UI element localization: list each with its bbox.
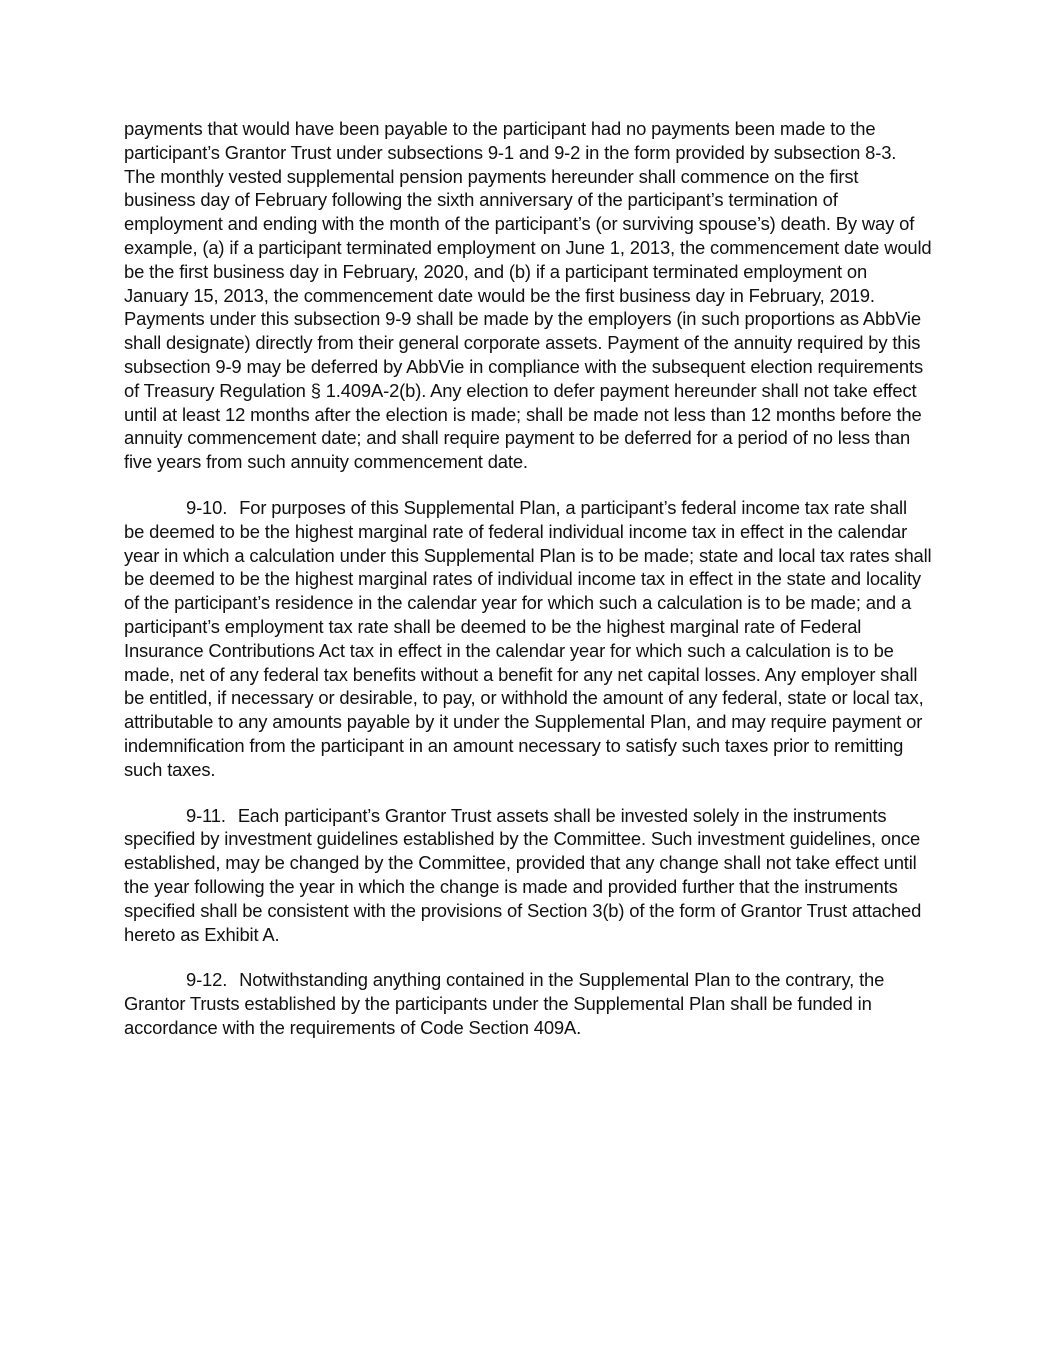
section-number: 9-11. [186,804,226,826]
section-number: 9-10. [186,496,228,518]
section-text: Each participant’s Grantor Trust assets shall be invested solely in the instruments specified by investment guidelines established by the Committee. Such investment guidelines, once established, may be changed by the Committee, provided that any change shall not take effect until the year following the year in which the change is made and provided further that the instruments specified shall be consistent with the provisions of Section 3(b) of the form of Grantor Trust attached hereto as Exhibit A. [124,804,922,945]
section-9-11-paragraph [124,804,932,947]
continuation-paragraph: payments that would have been payable to the participant had no payments been made to the participant’s Grantor Trust under subsections 9-1 and 9-2 in the form provided by subsection 8-3. The monthly vested supplemental pension payments hereunder shall commence on the first business day of February following the sixth anniversary of the participant’s termination of employment and ending with the month of the participant’s (or surviving spouse’s) death. By way of example, (a) if a participant terminated employment on June 1, 2013, the commencement date would be the first business day in February, 2020, and (b) if a participant terminated employment on January 15, 2013, the commencement date would be the first business day in February, 2019. Payments under this subsection 9-9 shall be made by the employers (in such proportions as AbbVie shall designate) directly from their general corporate assets. Payment of the annuity required by this subsection 9-9 may be deferred by AbbVie in compliance with the subsequent election requirements of Treasury Regulation § 1.409A-2(b). Any election to defer payment hereunder shall not take effect until at least 12 months after the election is made; shall be made not less than 12 months before the annuity commencement date; and shall require payment to be deferred for a period of no less than five years from such annuity commencement date. [124,118,932,473]
section-9-10-paragraph [124,496,932,782]
section-text: Notwithstanding anything contained in the Supplemental Plan to the contrary, the Grantor Trusts established by the participants under the Supplemental Plan shall be funded in accordance with the requirements of Code Section 409A. [124,969,885,1038]
section-9-12-paragraph [124,968,932,1039]
document-page [124,117,932,1062]
section-number: 9-12. [186,969,228,991]
section-text: For purposes of this Supplemental Plan, a participant’s federal income tax rate shall be deemed to be the highest marginal rate of federal individual income tax in effect in the calendar year in which a calculation under this Supplemental Plan is to be made; state and local tax rates shall be deemed to be the highest marginal rates of individual income tax in effect in the state and locality of the participant’s residence in the calendar year for which such a calculation is to be made; and a participant’s employment tax rate shall be deemed to be the highest marginal rate of Federal Insurance Contributions Act tax in effect in the calendar year for which such a calculation is to be made, net of any federal tax benefits without a benefit for any net capital losses. Any employer shall be entitled, if necessary or desirable, to pay, or withhold the amount of any federal, state or local tax, attributable to any amounts payable by it under the Supplemental Plan, and may require payment or indemnification from the participant in an amount necessary to satisfy such taxes prior to remitting such taxes. [124,496,932,780]
